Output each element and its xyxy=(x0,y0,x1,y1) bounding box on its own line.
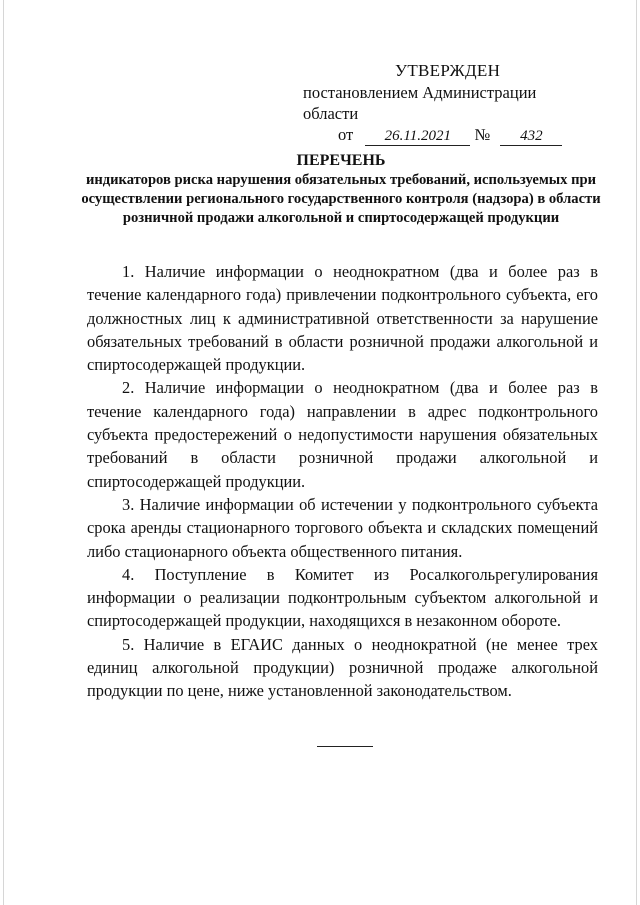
list-item: 4. Поступление в Комитет из Росалкогольрегулирования информации о реализации подконтрольным субъектом алкогольной и спиртосодержащей продукции, находящихся в незаконном обороте. xyxy=(87,564,598,631)
page-edge-left xyxy=(3,0,4,905)
indicator-list xyxy=(87,260,598,703)
list-item: 3. Наличие информации об истечении у подконтрольного субъекта срока аренды стационарного торгового объекта и складских помещений либо стационарного объекта общественного питания. xyxy=(87,494,598,561)
document-heading xyxy=(70,151,612,229)
page-edge-right xyxy=(636,0,637,905)
approval-issuer: постановлением Администрации области xyxy=(303,83,537,123)
approval-date: 26.11.2021 xyxy=(365,128,470,146)
heading-subtitle: индикаторов риска нарушения обязательных требований, используемых при осуществлении регионального государственного контроля (надзора) в области розничной продажи алкогольной и спиртосодержащей продукции xyxy=(81,172,601,227)
footer-divider xyxy=(317,746,373,747)
approval-dateline xyxy=(338,124,590,146)
date-prefix: от xyxy=(338,125,354,144)
heading-title: ПЕРЕЧЕНЬ xyxy=(296,152,386,169)
approval-title: УТВЕРЖДЕН xyxy=(395,61,501,80)
approval-number: 432 xyxy=(500,128,562,146)
list-item: 2. Наличие информации о неоднократном (два и более раз в течение календарного года) направлении в адрес подконтрольного субъекта предостережений о недопустимости нарушения обязательных требований в области розничной продажи алкогольной и спиртосодержащей продукции. xyxy=(87,378,598,491)
approval-block xyxy=(290,60,590,146)
list-item: 5. Наличие в ЕГАИС данных о неоднократной (не менее трех единиц алкогольной продукции) розничной продаже алкогольной продукции по цене, ниже установленной законодательством. xyxy=(87,634,598,701)
number-prefix: № xyxy=(474,125,491,144)
list-item: 1. Наличие информации о неоднократном (два и более раз в течение календарного года) привлечении подконтрольного субъекта, его должностных лиц к административной ответственности за нарушение обязательных требований в области розничной продажи алкогольной и спиртосодержащей продукции. xyxy=(87,262,598,375)
